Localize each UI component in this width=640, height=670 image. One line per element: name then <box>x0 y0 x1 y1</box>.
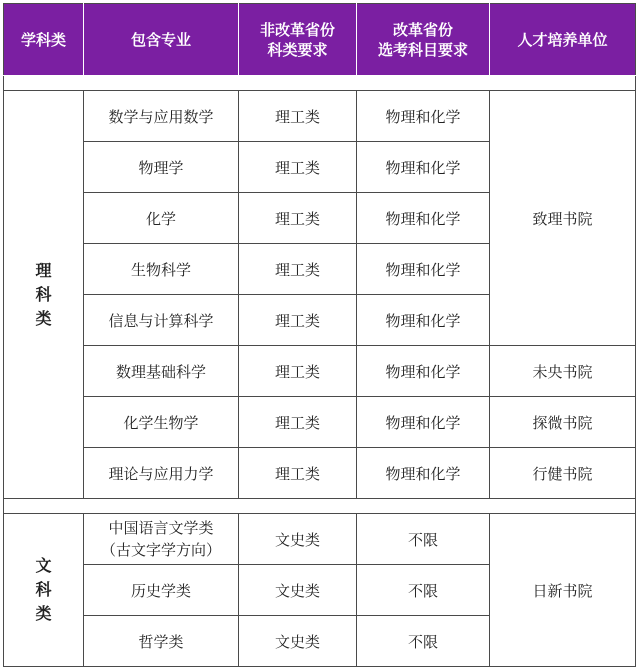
subjects-cell: 物理和化学 <box>357 448 490 499</box>
major-cell: 数学与应用数学 <box>84 91 239 142</box>
header-category: 学科类 <box>4 4 84 76</box>
major-cell: 生物科学 <box>84 244 239 295</box>
type-cell: 理工类 <box>239 346 357 397</box>
table-row <box>4 346 636 397</box>
type-cell: 理工类 <box>239 397 357 448</box>
type-cell: 理工类 <box>239 244 357 295</box>
major-cell: 化学生物学 <box>84 397 239 448</box>
type-cell: 理工类 <box>239 91 357 142</box>
major-cell: 数理基础科学 <box>84 346 239 397</box>
category-char: 类 <box>35 308 52 328</box>
category-char: 文 <box>35 556 52 575</box>
unit-cell: 致理书院 <box>490 91 636 346</box>
subjects-cell: 不限 <box>357 616 490 667</box>
type-cell: 理工类 <box>239 142 357 193</box>
unit-cell: 行健书院 <box>490 448 636 499</box>
subjects-cell: 不限 <box>357 514 490 565</box>
header-major: 包含专业 <box>84 4 239 76</box>
category-char: 理 <box>35 260 52 280</box>
header-nonreform <box>239 4 357 76</box>
major-cell: 信息与计算科学 <box>84 295 239 346</box>
major-cell: 物理学 <box>84 142 239 193</box>
category-char: 类 <box>35 604 52 623</box>
unit-cell: 未央书院 <box>490 346 636 397</box>
type-cell: 文史类 <box>239 514 357 565</box>
header-reform <box>357 4 490 76</box>
major-cell: 哲学类 <box>84 616 239 667</box>
category-char: 科 <box>35 284 52 304</box>
science-category-cell <box>4 91 84 499</box>
major-line: 中国语言文学类 <box>108 519 214 537</box>
major-cell: 化学 <box>84 193 239 244</box>
major-cell: 历史学类 <box>84 565 239 616</box>
major-line: （古文字学方向） <box>100 541 221 559</box>
type-cell: 理工类 <box>239 448 357 499</box>
table-row <box>4 514 636 565</box>
type-cell: 理工类 <box>239 295 357 346</box>
header-nonreform-line2: 科类要求 <box>267 40 328 59</box>
subjects-cell: 物理和化学 <box>357 244 490 295</box>
subjects-cell: 物理和化学 <box>357 193 490 244</box>
type-cell: 理工类 <box>239 193 357 244</box>
spacer-row <box>4 76 636 91</box>
table-row <box>4 397 636 448</box>
arts-category-cell <box>4 514 84 667</box>
header-reform-line1: 改革省份 <box>392 20 453 39</box>
header-nonreform-line1: 非改革省份 <box>259 20 335 39</box>
unit-cell: 探微书院 <box>490 397 636 448</box>
admission-table <box>3 3 636 667</box>
category-char: 科 <box>35 580 52 599</box>
subjects-cell: 物理和化学 <box>357 91 490 142</box>
subjects-cell: 物理和化学 <box>357 142 490 193</box>
type-cell: 文史类 <box>239 616 357 667</box>
header-reform-line2: 选考科目要求 <box>377 40 468 59</box>
header-row <box>4 4 636 76</box>
subjects-cell: 物理和化学 <box>357 295 490 346</box>
type-cell: 文史类 <box>239 565 357 616</box>
table-row <box>4 448 636 499</box>
subjects-cell: 物理和化学 <box>357 346 490 397</box>
major-cell: 理论与应用力学 <box>84 448 239 499</box>
major-cell <box>84 514 239 565</box>
table-row <box>4 91 636 142</box>
header-unit: 人才培养单位 <box>490 4 636 76</box>
subjects-cell: 不限 <box>357 565 490 616</box>
subjects-cell: 物理和化学 <box>357 397 490 448</box>
unit-cell: 日新书院 <box>490 514 636 667</box>
spacer-row <box>4 499 636 514</box>
